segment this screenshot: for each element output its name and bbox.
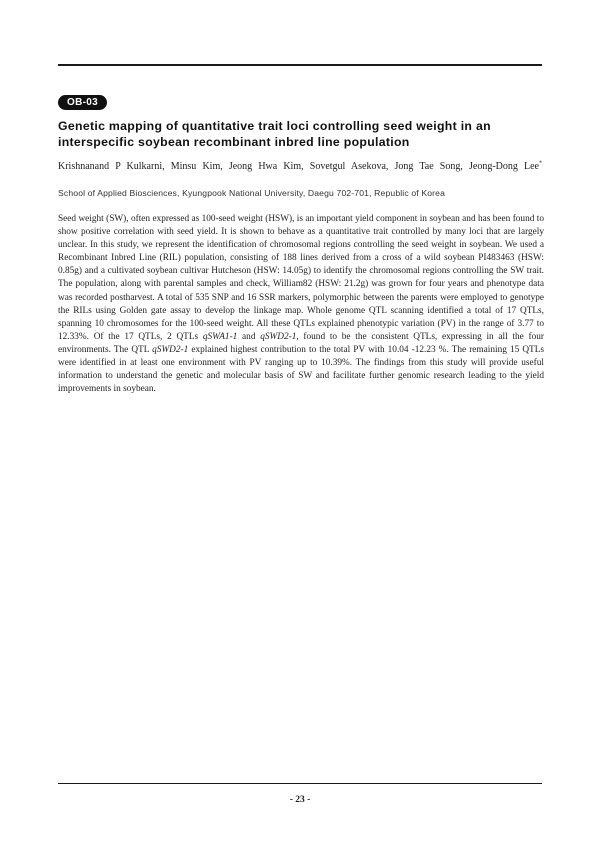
session-code-badge: OB-03 — [58, 95, 107, 110]
header-rule — [58, 64, 542, 66]
gene-name: qSWD2-1 — [152, 344, 189, 355]
abstract-text: and — [237, 331, 261, 342]
paper-title: Genetic mapping of quantitative trait loci controlling seed weight in an interspecific soybean recombinant inbred line population — [58, 119, 491, 149]
page-number: - 23 - — [289, 795, 311, 805]
abstract-body — [58, 213, 544, 396]
authors-text: Krishnanand P Kulkarni, Minsu Kim, Jeong Hwa Kim, Sovetgul Asekova, Jong Tae Song, Jeong-Dong Lee — [58, 161, 539, 172]
gene-name: qSWD2-1 — [260, 331, 297, 342]
corresponding-author-mark: * — [539, 160, 542, 167]
footer-rule — [58, 783, 542, 784]
gene-name: qSWA1-1 — [202, 331, 238, 342]
abstract-text: , found to be the consistent QTLs, expressing in all the four environments. The QTL — [58, 331, 544, 355]
abstract-text: Seed weight (SW), often expressed as 100-seed weight (HSW), is an important yield component in soybean and has been found to show positive correlation with seed yield. It is shown to behave as a quantitative trait controlled by many loci that are largely unclear. In this study, we represent the identification of chromosomal regions controlling the seed weight in soybean. We used a Recombinant Inbred Line (RIL) population, consisting of 188 lines derived from a cross of a wild soybean PI483463 (HSW: 0.85g) and a cultivated soybean cultivar Hutcheson (HSW: 14.05g) to identify the chromosomal regions controlling the SW trait. The population, along with parental samples and check, William82 (HSW: 21.2g) was grown for four years and phenotype data was recorded postharvest. A total of 535 SNP and 16 SSR markers, polymorphic between the parents were employed to genotype the RILs using Golden gate assay to develop the linkage map. Whole genome QTL scanning identified a total of 17 QTLs, spanning 10 chromosomes for the 100-seed weight. All these QTLs explained phenotypic variation (PV) in the range of 3.77 to 12.33%. Of the 17 QTLs, 2 QTLs — [58, 214, 544, 342]
abstract-text: explained highest contribution to the total PV with 10.04 -12.23 %. The remaining 15 QTLs were identified in at least one environment with PV ranging up to 10.39%. The findings from this study will provide useful information to understand the genetic and molecular basis of SW and facilitate further genomic research leading to the yield improvements in soybean. — [58, 344, 545, 395]
abstract-paragraph — [58, 213, 544, 396]
author-list — [58, 160, 542, 173]
affiliation: School of Applied Biosciences, Kyungpook National University, Daegu 702-701, Republic of Korea — [58, 188, 446, 198]
